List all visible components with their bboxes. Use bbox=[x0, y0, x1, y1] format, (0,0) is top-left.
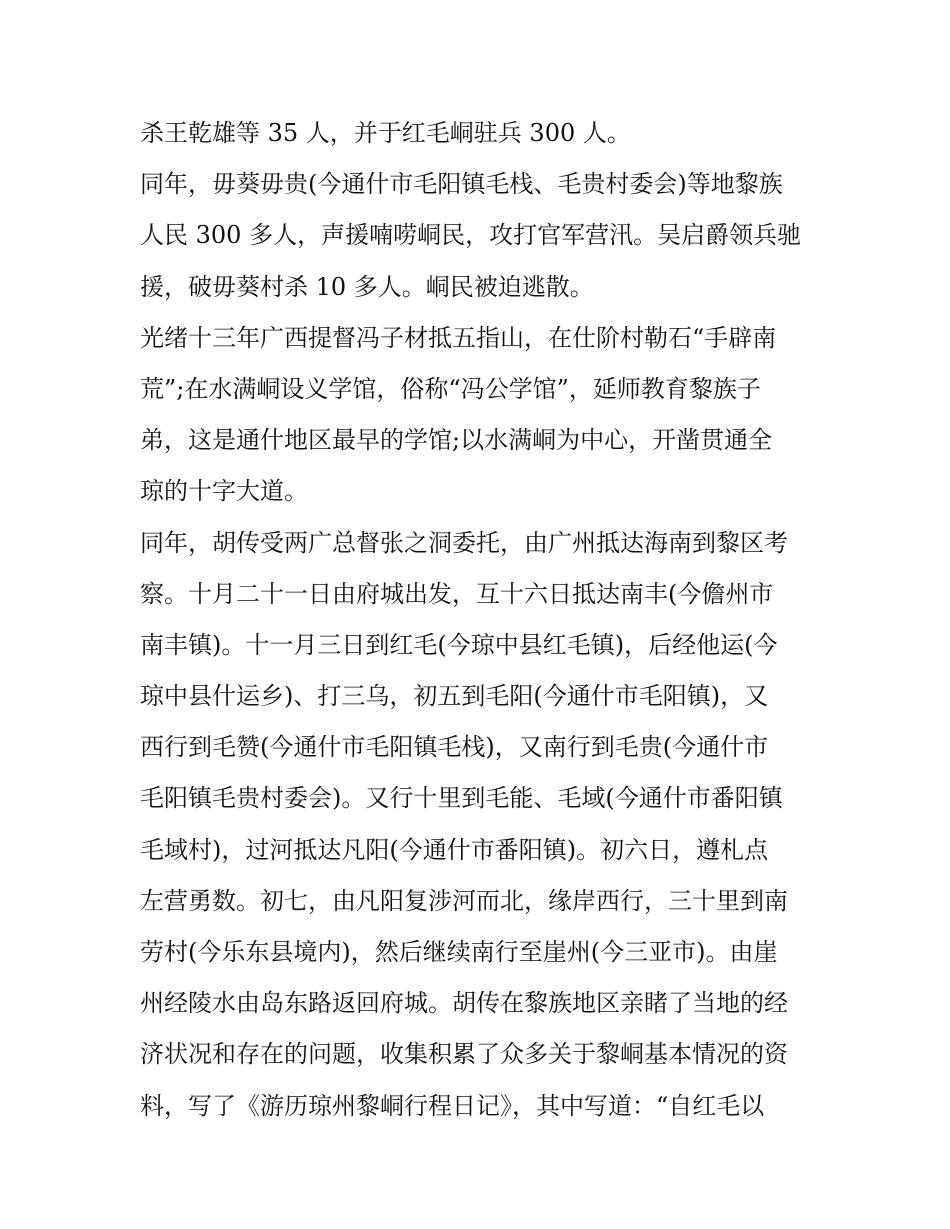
text-line: 弟，这是通什地区最早的学馆;以水满峒为中心，开凿贯通全 bbox=[140, 426, 773, 455]
text-line: 人民 300 多人，声援喃唠峒民，攻打官军营汛。吴启爵领兵驰 bbox=[140, 221, 802, 250]
text-line: 同年，胡传受两广总督张之洞委托，由广州抵达海南到黎区考 bbox=[140, 528, 788, 557]
text-line: 南丰镇)。十一月三日到红毛(今琼中县红毛镇)，后经他运(今 bbox=[140, 630, 778, 659]
text-line: 同年，毋葵毋贵(今通什市毛阳镇毛栈、毛贵村委会)等地黎族 bbox=[140, 170, 783, 199]
text-line: 左营勇数。初七，由凡阳复涉河而北，缘岸西行，三十里到南 bbox=[140, 886, 788, 915]
text-line: 毛域村)，过河抵达凡阳(今通什市番阳镇)。初六日，遵札点 bbox=[140, 835, 769, 864]
text-line: 光绪十三年广西提督冯子材抵五指山，在仕阶村勒石“手辟南 bbox=[140, 323, 777, 352]
text-line: 琼中县什运乡)、打三乌，初五到毛阳(今通什市毛阳镇)，又 bbox=[140, 682, 769, 711]
text-line: 杀王乾雄等 35 人，并于红毛峒驻兵 300 人。 bbox=[140, 119, 631, 147]
text-line: 料，写了《游历琼州黎峒行程日记》，其中写道：“自红毛以 bbox=[140, 1091, 765, 1120]
text-line: 察。十月二十一日由府城出发，互十六日抵达南丰(今儋州市 bbox=[140, 579, 774, 608]
text-line: 援，破毋葵村杀 10 多人。峒民被迫逃散。 bbox=[140, 272, 594, 301]
text-line: 州经陵水由岛东路返回府城。胡传在黎族地区亲睹了当地的经 bbox=[140, 989, 788, 1018]
text-line: 西行到毛赞(今通什市毛阳镇毛栈)，又南行到毛贵(今通什市 bbox=[140, 733, 769, 762]
text-line: 琼的十字大道。 bbox=[140, 477, 308, 506]
text-line: 毛阳镇毛贵村委会)。又行十里到毛能、毛域(今通什市番阳镇 bbox=[140, 784, 783, 813]
text-line: 济状况和存在的问题，收集积累了众多关于黎峒基本情况的资 bbox=[140, 1040, 788, 1069]
text-line: 荒”;在水满峒设义学馆，俗称“冯公学馆”，延师教育黎族子 bbox=[140, 374, 761, 403]
text-line: 劳村(今乐东县境内)，然后继续南行至崖州(今三亚市)。由崖 bbox=[140, 938, 778, 966]
document-body bbox=[140, 108, 830, 1132]
